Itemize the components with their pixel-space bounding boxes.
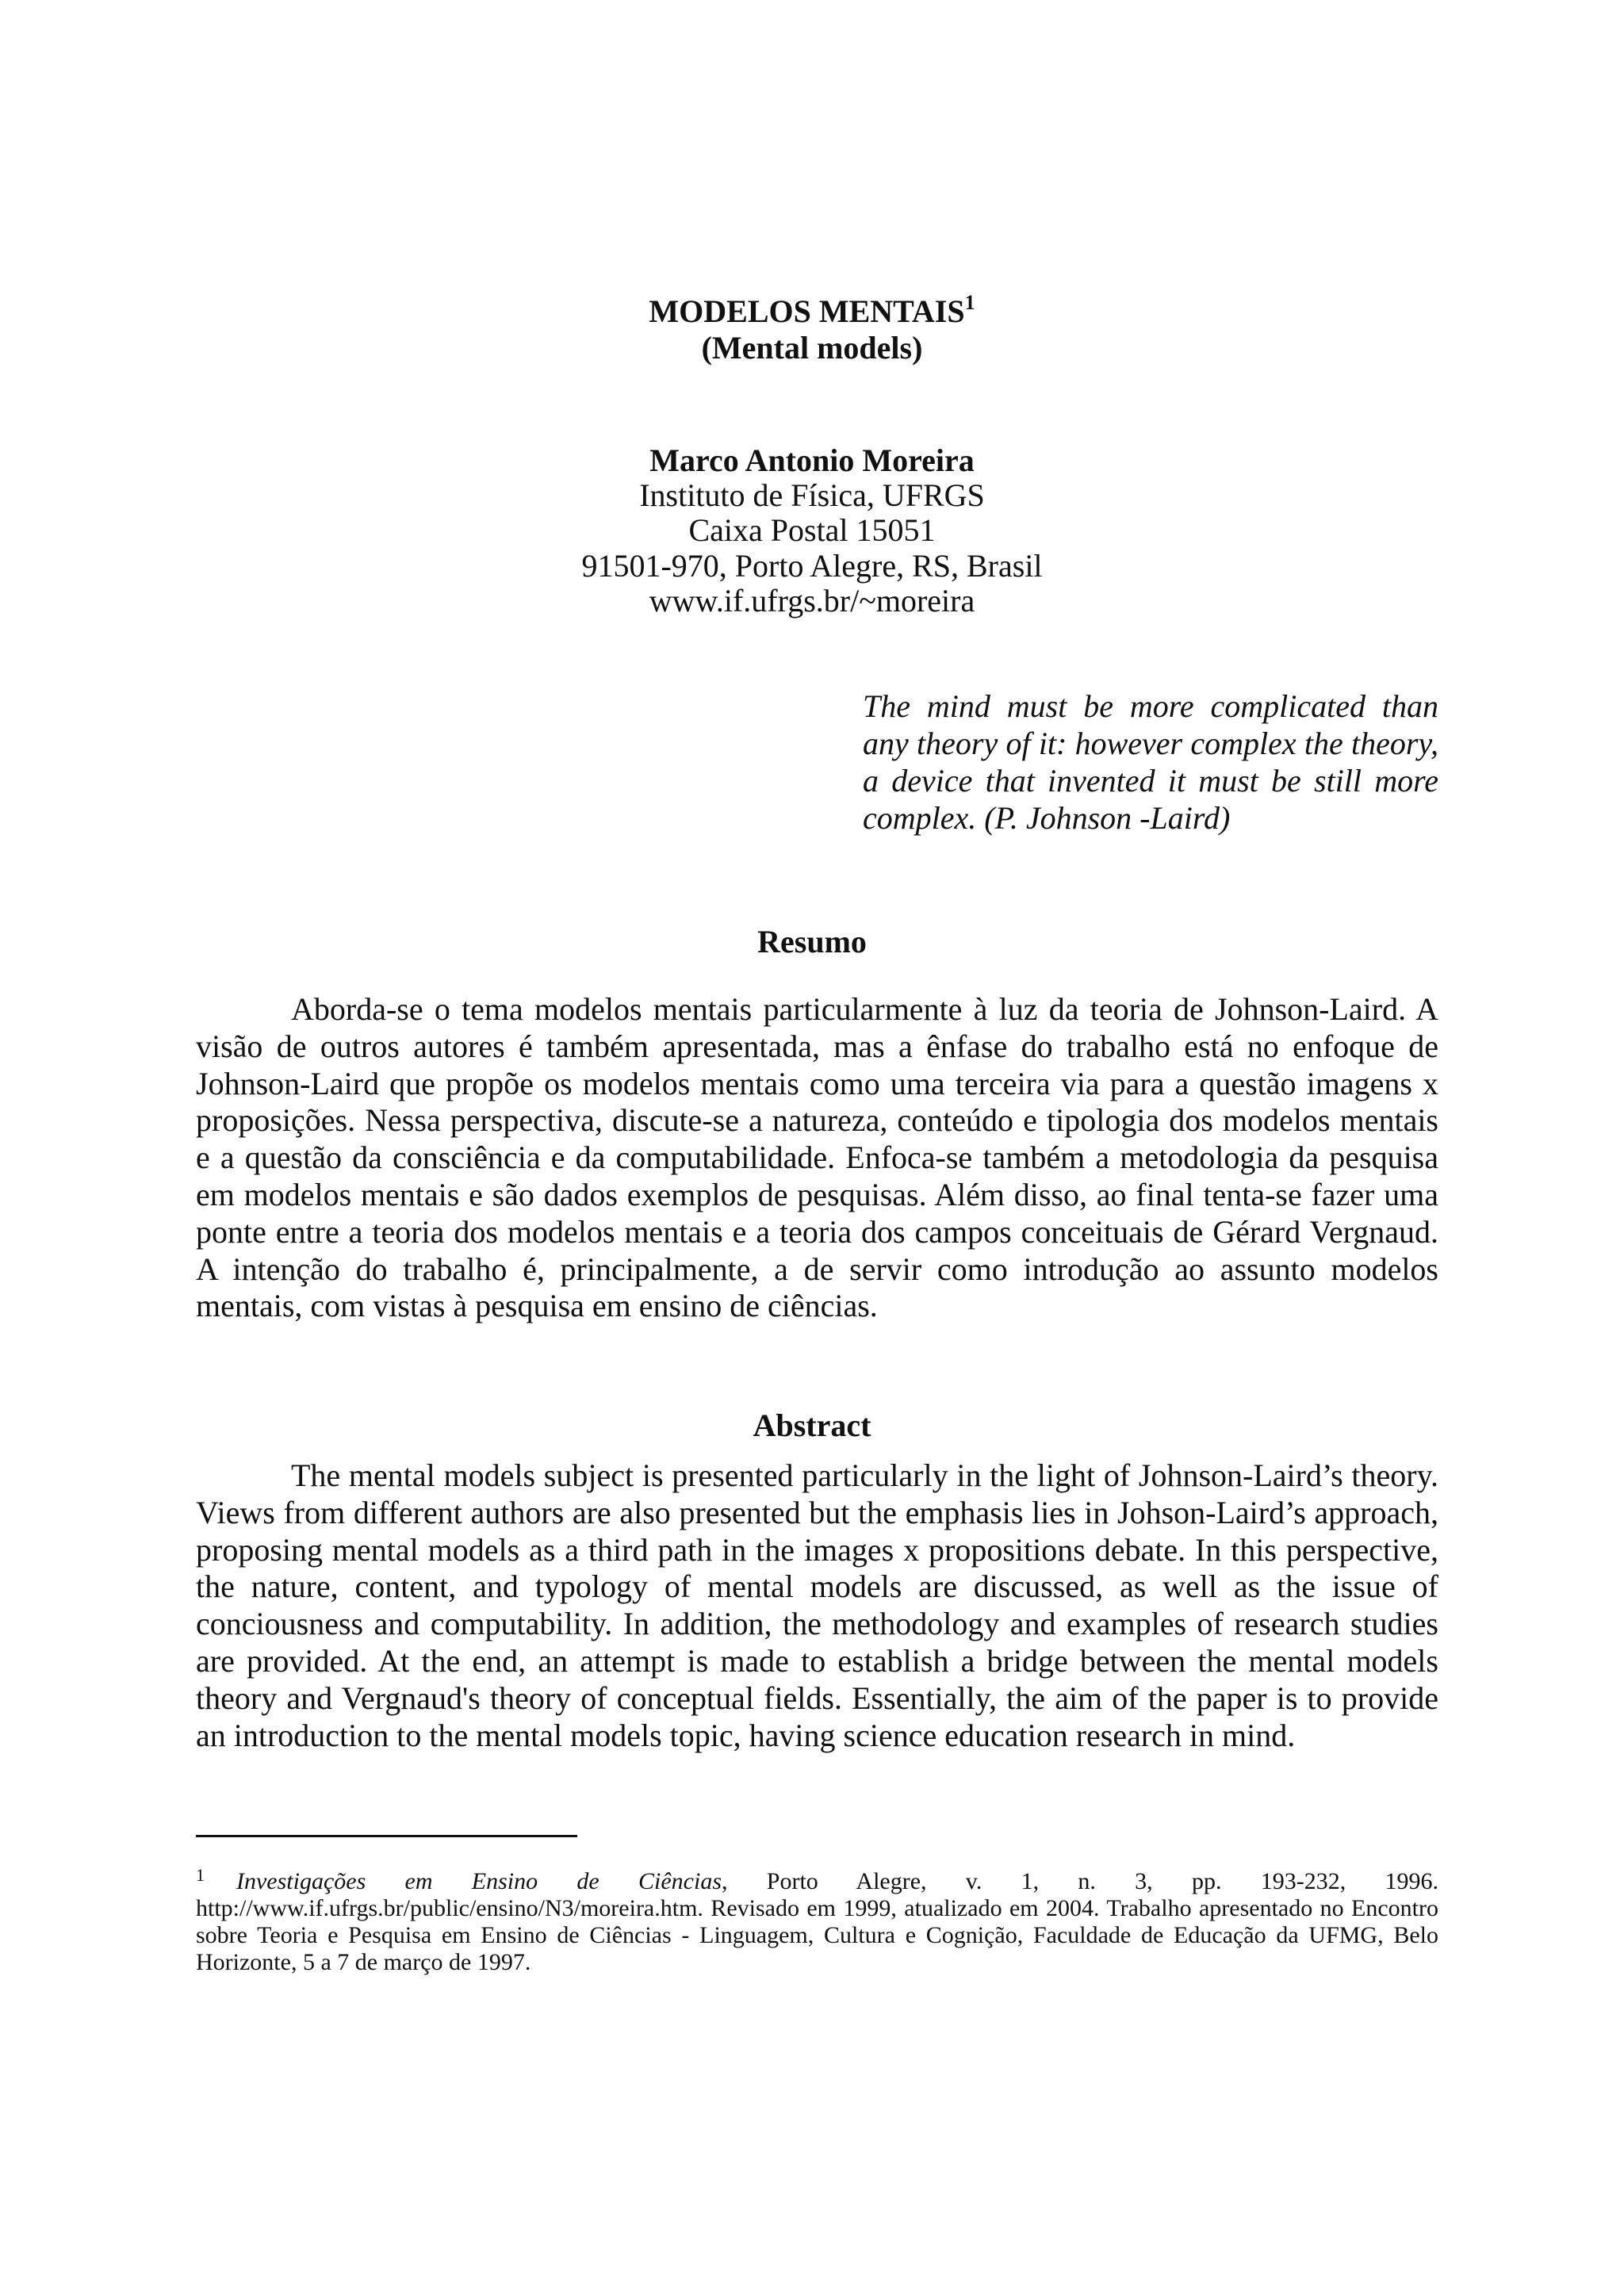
author-website: www.if.ufrgs.br/~moreira — [649, 583, 975, 618]
abstract-paragraph: The mental models subject is presented particularly in the light of Johnson-Laird’s theory. Views from different authors are also presented but the emphasis lies in Johson-Laird’s approach, proposing mental models as a third path in the images x propositions debate. In this perspective, the nature, content, and typology of mental models are discussed, as well as the issue of conciousness and computability. In addition, the methodology and examples of research studies are provided. At the end, an attempt is made to establish a bridge between the mental models theory and Vergnaud's theory of conceptual fields. Essentially, the aim of the paper is to provide an introduction to the mental models topic, having science education research in mind. — [196, 1457, 1438, 1753]
author-institution: Instituto de Física, UFRGS — [639, 477, 985, 513]
footnote-mark: 1 — [196, 1865, 205, 1885]
abstract-heading: Abstract — [753, 1407, 871, 1443]
footnote-text: , Porto Alegre, v. 1, n. 3, pp. 193-232, 1996. http://www.if.ufrgs.br/public/ensino/N3/moreira.htm. Revisado em 1999, atualizado em 2004. Trabalho apresentado no Encontro sobre Teoria e Pesquisa em Ensino de Ciências - Linguagem, Cultura e Cognição, Faculdade de Educação da UFMG, Belo Horizonte, 5 a 7 de março de 1997. — [196, 1868, 1438, 1975]
paper-title — [0, 293, 1624, 331]
footnote-divider — [196, 1835, 577, 1837]
author-city: 91501-970, Porto Alegre, RS, Brasil — [581, 548, 1043, 584]
epigraph-quote: The mind must be more complicated than any theory of it: however complex the theory, a device that invented it must be still more complex. (P. Johnson -Laird) — [863, 688, 1438, 836]
footnote — [196, 1865, 1438, 1976]
author-postal-box: Caixa Postal 15051 — [688, 512, 936, 548]
resumo-heading: Resumo — [757, 924, 867, 959]
author-name: Marco Antonio Moreira — [649, 442, 975, 478]
resumo-paragraph: Aborda-se o tema modelos mentais particularmente à luz da teoria de Johnson-Laird. A visão de outros autores é também apresentada, mas a ênfase do trabalho está no enfoque de Johnson-Laird que propõe os modelos mentais como uma terceira via para a questão imagens x proposições. Nessa perspectiva, discute-se a natureza, conteúdo e tipologia dos modelos mentais e a questão da consciência e da computabilidade. Enfoca-se também a metodologia da pesquisa em modelos mentais e são dados exemplos de pesquisas. Além disso, ao final tenta-se fazer uma ponte entre a teoria dos modelos mentais e a teoria dos campos conceituais de Gérard Vergnaud. A intenção do trabalho é, principalmente, a de servir como introdução ao assunto modelos mentais, com vistas à pesquisa em ensino de ciências. — [196, 991, 1438, 1324]
paper-subtitle: (Mental models) — [701, 330, 923, 366]
footnote-journal: Investigações em Ensino de Ciências — [236, 1868, 722, 1894]
paper-title-text: MODELOS MENTAIS — [649, 293, 965, 329]
title-footnote-mark: 1 — [964, 291, 975, 314]
